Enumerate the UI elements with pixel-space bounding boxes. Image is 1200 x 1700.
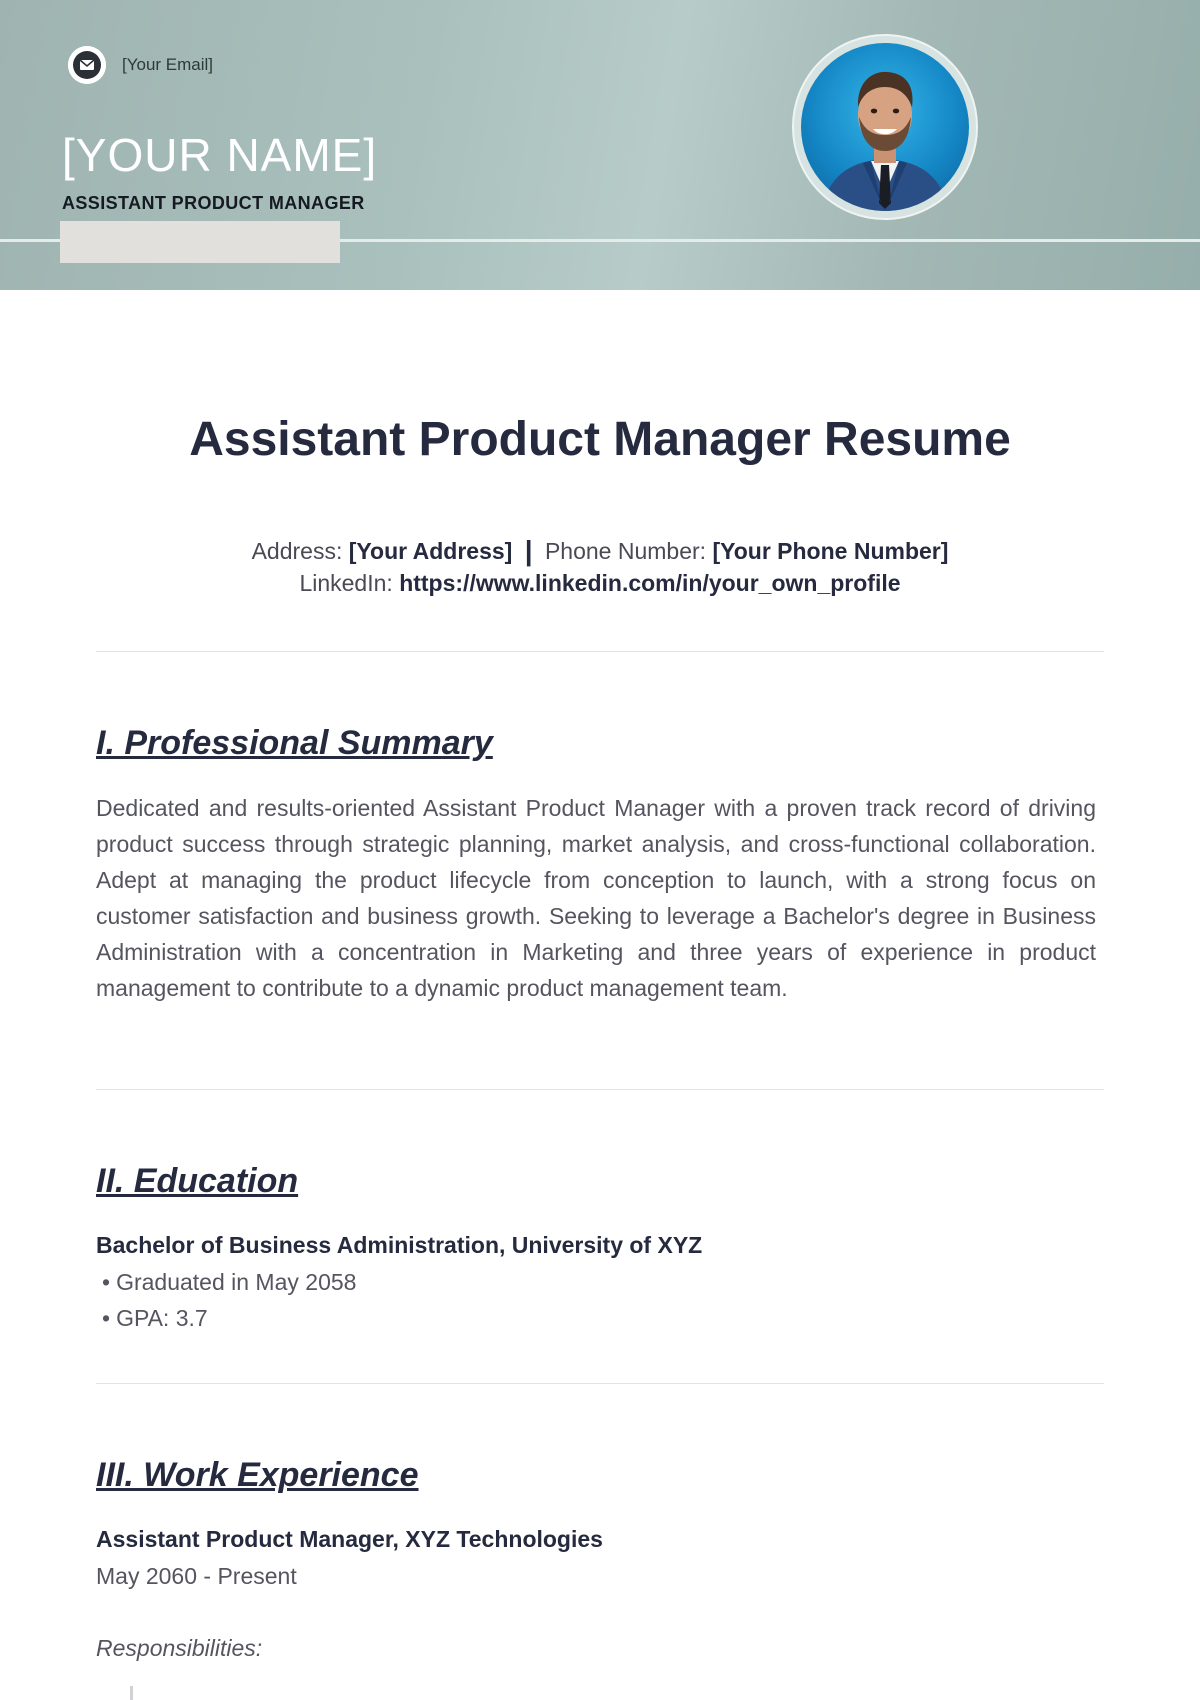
candidate-name: [YOUR NAME] [62,129,378,181]
header-banner [0,0,1200,290]
education-heading: II. Education [96,1162,299,1200]
responsibilities-label: Responsibilities: [96,1635,263,1661]
responsibilities-list-marker [130,1686,133,1700]
candidate-role: ASSISTANT PRODUCT MANAGER [62,193,365,213]
summary-text: Dedicated and results-oriented Assistant Product Manager with a proven track record of driving product success through strategic planning, market analysis, and cross-functional collaboration. Adept at managing the product lifecycle from conception to launch, with a strong focus on customer satisfaction and business growth. Seeking to leverage a Bachelor's degree in Business Administration with a concentration in Marketing and three years of experience in product management to contribute to a dynamic product management team. [96,795,1096,1001]
list-item: • GPA: 3.7 [102,1300,356,1336]
contact-line-1 [0,534,1200,566]
phone-label: Phone Number: [544,538,707,564]
contact-line-2 [0,570,1200,597]
profile-photo-frame [792,34,978,220]
section-divider [96,1089,1104,1090]
address-label: Address: [251,538,343,564]
linkedin-value: https://www.linkedin.com/in/your_own_profile [399,570,901,596]
education-bullets [102,1264,356,1336]
degree-title: Bachelor of Business Administration, University of XYZ [96,1232,703,1258]
job-dates: May 2060 - Present [96,1563,297,1589]
linkedin-label: LinkedIn: [299,570,393,596]
email-row [68,46,213,84]
experience-heading: III. Work Experience [96,1456,419,1494]
section-divider [96,651,1104,652]
section-divider [96,1383,1104,1384]
list-item: • Graduated in May 2058 [102,1264,356,1300]
phone-value: [Your Phone Number] [712,538,949,564]
summary-heading: I. Professional Summary [96,724,493,762]
job-title: Assistant Product Manager, XYZ Technologies [96,1526,603,1552]
header-accent-block [60,221,340,263]
email-placeholder: [Your Email] [122,55,214,74]
profile-photo [801,43,969,211]
contact-separator: | [524,535,533,566]
document-title: Assistant Product Manager Resume [189,413,1011,466]
address-value: [Your Address] [348,538,513,564]
envelope-icon [68,46,106,84]
